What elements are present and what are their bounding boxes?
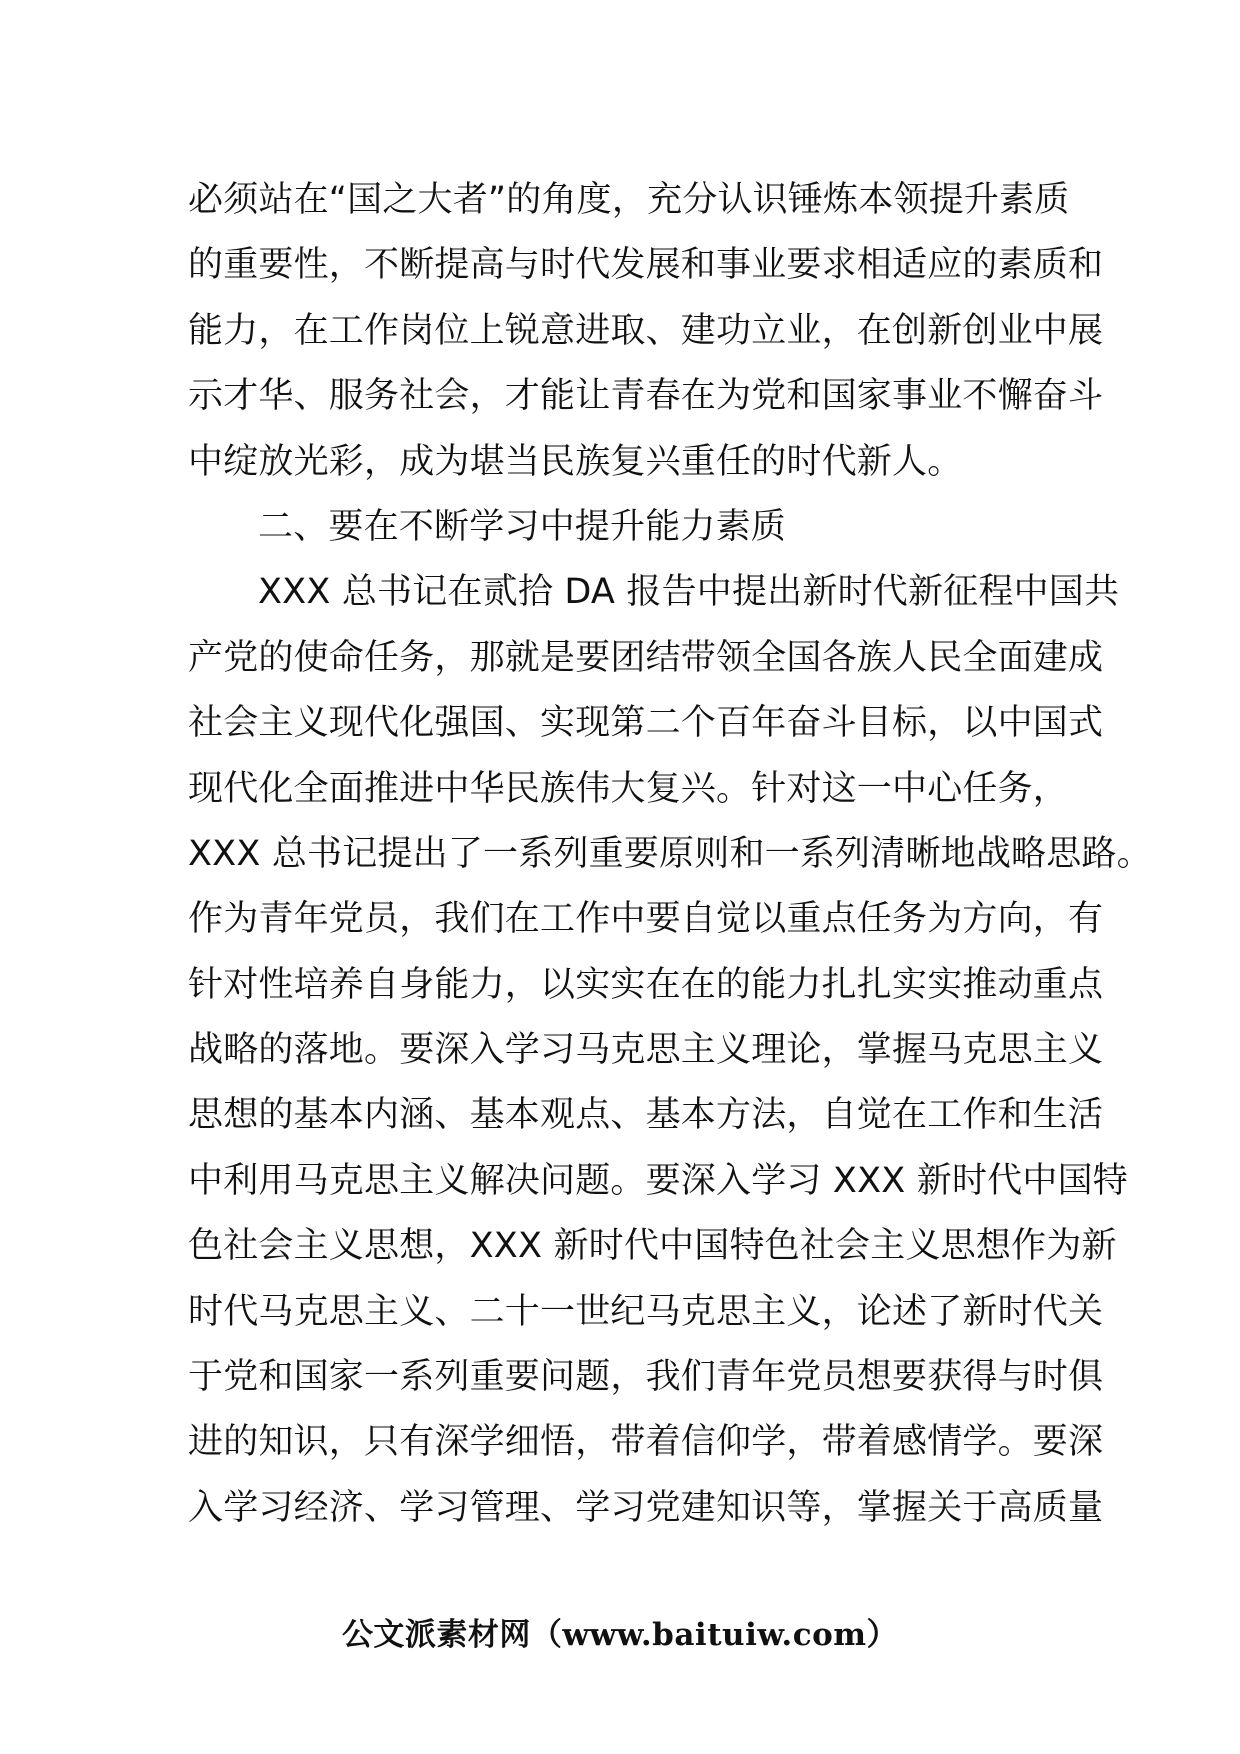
text-line-7: XXX 总书记在贰拾 DA 报告中提出新时代新征程中国共 xyxy=(258,572,1120,613)
text-line-1: 必须站在“国之大者”的角度，充分认识锤炼本领提升素质 xyxy=(188,180,1070,220)
text-line-13: 针对性培养自身能力，以实实在在的能力扎扎实实推动重点 xyxy=(188,964,1104,1005)
text-line-4: 示才华、服务社会，才能让青春在为党和国家事业不懈奋斗 xyxy=(188,376,1104,417)
document-body xyxy=(188,168,1152,1541)
text-line-5: 中绽放光彩，成为堪当民族复兴重任的时代新人。 xyxy=(188,441,963,482)
text-line-21: 入学习经济、学习管理、学习党建知识等，掌握关于高质量 xyxy=(188,1487,1104,1528)
text-line-3: 能力，在工作岗位上锐意进取、建功立业，在创新创业中展 xyxy=(188,310,1104,351)
text-line-14: 战略的落地。要深入学习马克思主义理论，掌握马克思主义 xyxy=(188,1030,1104,1071)
text-line-19: 于党和国家一系列重要问题，我们青年党员想要获得与时俱 xyxy=(188,1357,1104,1398)
text-line-9: 社会主义现代化强国、实现第二个百年奋斗目标，以中国式 xyxy=(188,703,1104,744)
footer-watermark: 公文派素材网（www.baituiw.com） xyxy=(341,1617,899,1653)
text-line-8: 产党的使命任务，那就是要团结带领全国各族人民全面建成 xyxy=(188,637,1104,678)
text-line-18: 时代马克思主义、二十一世纪马克思主义，论述了新时代关 xyxy=(188,1291,1104,1332)
section-heading: 二、要在不断学习中提升能力素质 xyxy=(258,506,787,547)
text-line-10: 现代化全面推进中华民族伟大复兴。针对这一中心任务， xyxy=(188,768,1069,809)
text-line-20: 进的知识，只有深学细悟，带着信仰学，带着感情学。要深 xyxy=(188,1422,1104,1463)
text-line-16: 中利用马克思主义解决问题。要深入学习 XXX 新时代中国特 xyxy=(188,1160,1128,1201)
text-line-11: XXX 总书记提出了一系列重要原则和一系列清晰地战略思路。 xyxy=(188,833,1152,874)
text-line-2: 的重要性，不断提高与时代发展和事业要求相适应的素质和 xyxy=(188,245,1104,286)
text-line-17: 色社会主义思想，XXX 新时代中国特色社会主义思想作为新 xyxy=(188,1226,1117,1267)
text-line-15: 思想的基本内涵、基本观点、基本方法，自觉在工作和生活 xyxy=(188,1095,1104,1136)
text-line-12: 作为青年党员，我们在工作中要自觉以重点任务为方向，有 xyxy=(188,899,1104,940)
